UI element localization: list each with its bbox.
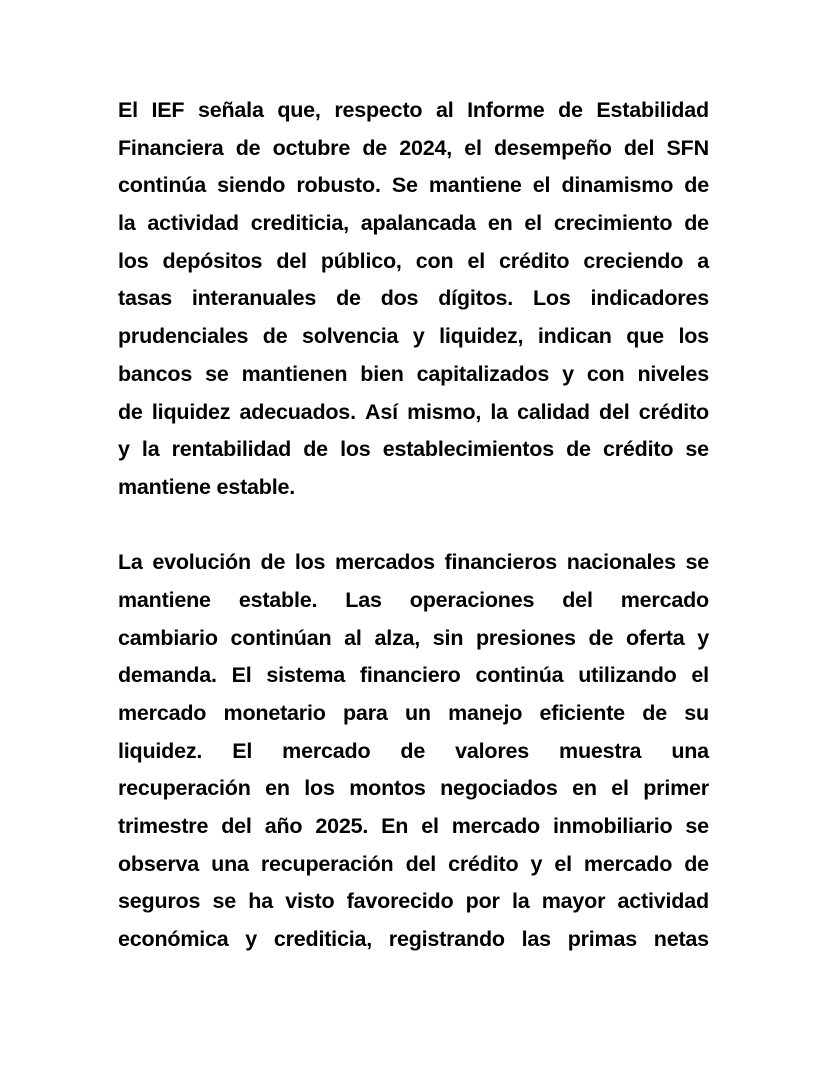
text-line: recuperación en los montos negociados en el primer — [118, 776, 709, 801]
text-line: de liquidez adecuados. Así mismo, la calidad del crédito — [118, 399, 709, 424]
text-line: El IEF señala que, respecto al Informe de Estabilidad — [118, 98, 709, 122]
text-line: observa una recuperación del crédito y el mercado de — [118, 851, 709, 876]
paragraph-gap — [118, 507, 709, 545]
document-page — [118, 92, 709, 959]
paragraph-2 — [118, 544, 709, 959]
text-line: cambiario continúan al alza, sin presiones de oferta y — [118, 625, 709, 650]
paragraph-1 — [118, 92, 709, 507]
text-line: demanda. El sistema financiero continúa utilizando el — [118, 663, 709, 688]
text-line: mercado monetario para un manejo eficiente de su — [118, 701, 709, 725]
text-line: la actividad crediticia, apalancada en el crecimiento de — [118, 211, 709, 236]
text-line: los depósitos del público, con el crédito creciendo a — [118, 248, 709, 273]
text-line: Financiera de octubre de 2024, el desempeño del SFN — [118, 135, 709, 160]
text-line: La evolución de los mercados financieros nacionales se — [118, 550, 709, 575]
text-line: continúa siendo robusto. Se mantiene el dinamismo de — [118, 173, 709, 198]
text-line: y la rentabilidad de los establecimientos de crédito se — [118, 437, 709, 462]
text-line: prudenciales de solvencia y liquidez, indican que los — [118, 324, 709, 349]
text-line: bancos se mantienen bien capitalizados y con niveles — [118, 361, 709, 386]
text-line: mantiene estable. Las operaciones del mercado — [118, 587, 709, 612]
text-line: trimestre del año 2025. En el mercado inmobiliario se — [118, 814, 709, 839]
text-line: seguros se ha visto favorecido por la mayor actividad — [118, 889, 709, 914]
text-line: liquidez. El mercado de valores muestra una — [118, 738, 709, 763]
text-line: mantiene estable. — [118, 474, 296, 499]
text-line: tasas interanuales de dos dígitos. Los indicadores — [118, 286, 709, 311]
text-line: económica y crediticia, registrando las primas netas — [118, 927, 709, 952]
